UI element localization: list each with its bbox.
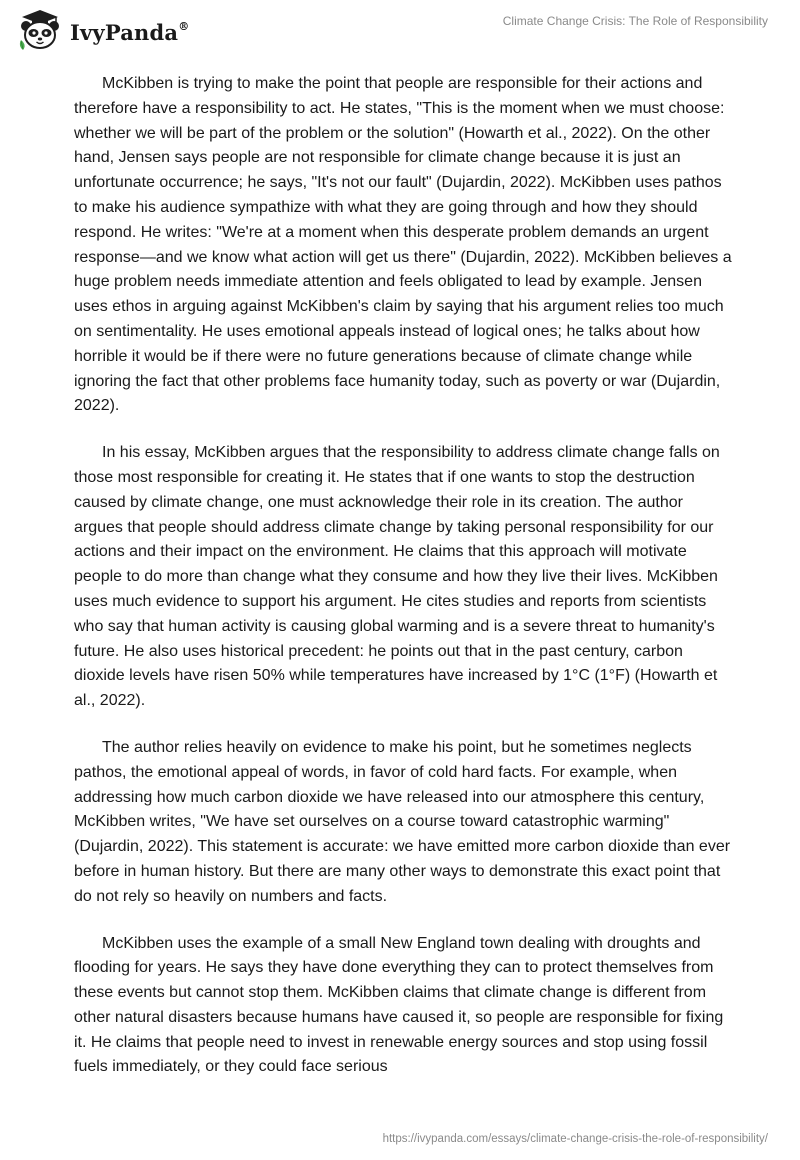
essay-body xyxy=(74,72,734,1102)
paragraph: McKibben uses the example of a small New England town dealing with droughts and flooding for years. He says they have done everything they can to protect themselves from these events but cannot stop them. McKibben claims that climate change is different from other natural disasters because humans have caused it, so people are responsible for fixing it. He claims that people need to invest in renewable energy sources and stop using fossil fuels immediately, or they could face serious xyxy=(74,934,724,1076)
document-title: Climate Change Crisis: The Role of Responsibility xyxy=(502,14,768,28)
panda-mascot-icon xyxy=(16,8,64,52)
paragraph: In his essay, McKibben argues that the responsibility to address climate change falls on those most responsible for creating it. He states that if one wants to stop the destruction caused by climate change, one must acknowledge their role in its creation. The author argues that people should address climate change by taking personal responsibility for our actions and their impact on the environment. He claims that this approach will motivate people to do more than change what they consume and how they live their lives. McKibben uses much evidence to support his argument. He cites studies and reports from scientists who say that human activity is causing global warming and is a severe threat to humanity's future. He also uses historical precedent: he points out that in the past century, carbon dioxide levels have risen 50% while temperatures have increased by 1°C (1°F) (Howarth et al., 2022). xyxy=(74,444,720,710)
brand-name: IvyPanda® xyxy=(70,19,190,45)
logo[interactable] xyxy=(16,8,189,52)
paragraph: McKibben is trying to make the point that people are responsible for their actions and therefore have a responsibility to act. He states, "This is the moment when we must choose: whether we will be part of the problem or the solution" (Howarth et al., 2022). On the other hand, Jensen says people are not responsible for climate change because it is just an unfortunate occurrence; he says, "It's not our fault" (Dujardin, 2022). McKibben uses pathos to make his audience sympathize with what they are going through and how they should respond. He writes: "We're at a moment when this desperate problem demands an urgent response—and we know what action will get us there" (Dujardin, 2022). McKibben believes a huge problem needs immediate attention and feels obligated to lead by example. Jensen uses ethos in arguing against McKibben's claim by saying that his argument relies too much on sentimentality. He uses emotional appeals instead of logical ones; he talks about how horrible it would be if there were no future generations because of climate change while ignoring the fact that other problems face humanity today, such as poverty or war (Dujardin, 2022). xyxy=(74,75,732,415)
page-header xyxy=(0,0,800,62)
source-url[interactable]: https://ivypanda.com/essays/climate-change-crisis-the-role-of-responsibility/ xyxy=(382,1133,768,1145)
paragraph: The author relies heavily on evidence to make his point, but he sometimes neglects pathos, the emotional appeal of words, in favor of cold hard facts. For example, when addressing how much carbon dioxide we have released into our atmosphere this century, McKibben writes, "We have set ourselves on a course toward catastrophic warming" (Dujardin, 2022). This statement is accurate: we have emitted more carbon dioxide than ever before in human history. But there are many other ways to demonstrate this exact point that do not rely so heavily on numbers and facts. xyxy=(74,738,731,905)
